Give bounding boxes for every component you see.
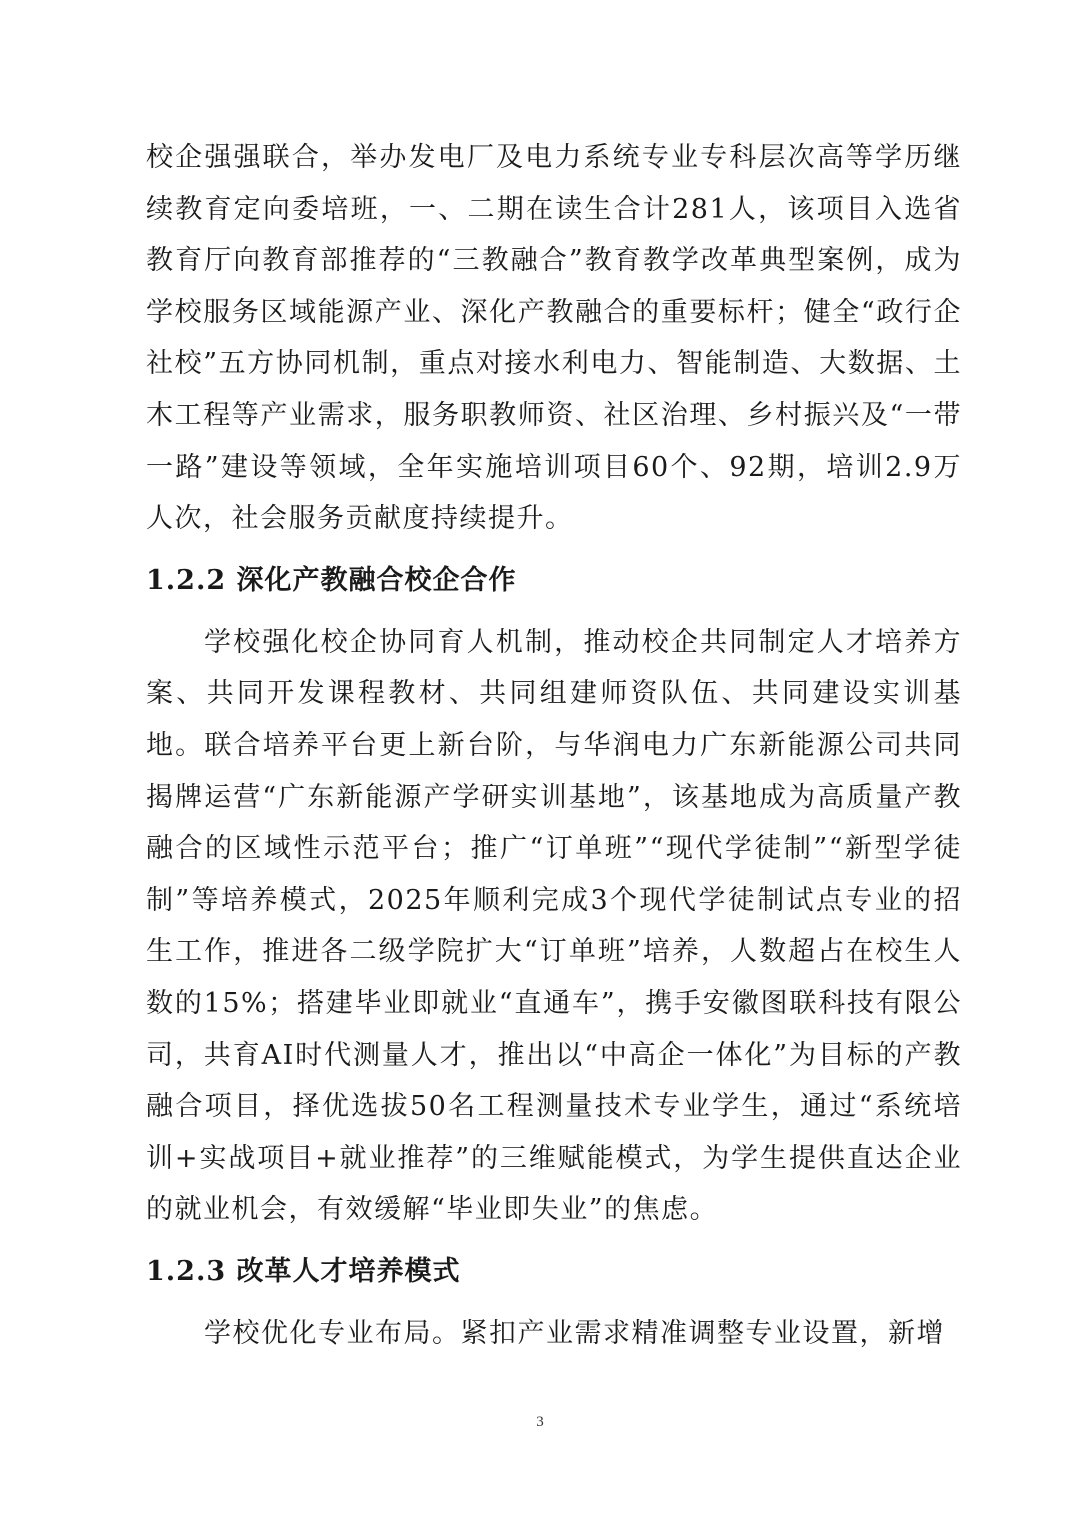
section-heading-1-2-2: 1.2.2 深化产教融合校企合作 bbox=[146, 564, 517, 596]
paragraph-industry-education: 学校强化校企协同育人机制，推动校企共同制定人才培养方案、共同开发课程教材、共同组建师资队伍、共同建设实训基地。联合培养平台更上新台阶，与华润电力广东新能源公司共同揭牌运营“广东新能源产学研实训基地”，该基地成为高质量产教融合的区域性示范平台；推广“订单班”“现代学徒制”“新型学徒制”等培养模式，2025年顺利完成3个现代学徒制试点专业的招生工作，推进各二级学院扩大“订单班”培养，人数超占在校生人数的15%；搭建毕业即就业“直通车”，携手安徽图联科技有限公司，共育AI时代测量人才，推出以“中高企一体化”为目标的产教融合项目，择优选拔50名工程测量技术专业学生，通过“系统培训+实战项目+就业推荐”的三维赋能模式，为学生提供直达企业的就业机会，有效缓解“毕业即失业”的焦虑。 bbox=[146, 626, 962, 1226]
page-number: 3 bbox=[536, 1414, 544, 1430]
paragraph-talent-training: 学校优化专业布局。紧扣产业需求精准调整专业设置，新增 bbox=[204, 1317, 945, 1349]
page-body bbox=[146, 132, 962, 1359]
paragraph-continued: 校企强强联合，举办发电厂及电力系统专业专科层次高等学历继续教育定向委培班，一、二期在读生合计281人，该项目入选省教育厅向教育部推荐的“三教融合”教育教学改革典型案例，成为学校服务区域能源产业、深化产教融合的重要标杆；健全“政行企社校”五方协同机制，重点对接水利电力、智能制造、大数据、土木工程等产业需求，服务职教师资、社区治理、乡村振兴及“一带一路”建设等领域，全年实施培训项目60个、92期，培训2.9万人次，社会服务贡献度持续提升。 bbox=[146, 142, 962, 535]
section-heading-1-2-3: 1.2.3 改革人才培养模式 bbox=[146, 1255, 461, 1287]
